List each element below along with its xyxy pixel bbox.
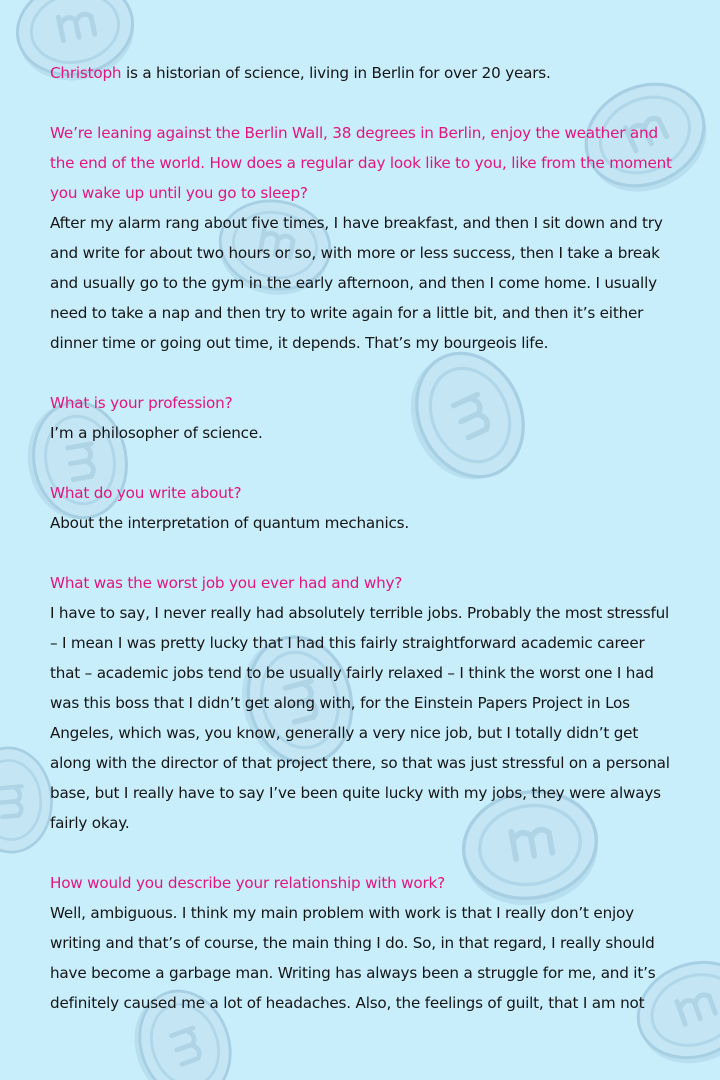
answer: After my alarm rang about five times, I have breakfast, and then I sit down and try and write for about two hours or so, with more or less success, then I take a break and usually go to the gym in the early afternoon, and then I come home. I usually need to take a nap and then try to write again for a little bit, and then it’s either dinner time or going out time, it depends. That’s my bourgeois life. (50, 214, 663, 352)
interviewee-name: Christoph (50, 64, 122, 82)
question: What is your profession? (50, 394, 233, 412)
answer: Well, ambiguous. I think my main problem with work is that I really don’t enjoy writing and that’s of course, the main thing I do. So, in that regard, I really should have become a garbage man. Writing has always been a struggle for me, and it’s definitely caused me a lot of headaches. Also, the feelings of guilt, that I am not (50, 904, 656, 1012)
intro-text: is a historian of science, living in Berlin for over 20 years. (121, 64, 551, 82)
answer: I’m a philosopher of science. (50, 424, 263, 442)
question: We’re leaning against the Berlin Wall, 38 degrees in Berlin, enjoy the weather and the end of the world. How does a regular day look like to you, like from the moment you wake up until you go to sleep? (50, 124, 672, 202)
interview-article (50, 58, 672, 1018)
question: How would you describe your relationship with work? (50, 874, 445, 892)
coin-icon (0, 744, 56, 856)
answer: I have to say, I never really had absolutely terrible jobs. Probably the most stressful – I mean I was pretty lucky that I had this fairly straightforward academic career that – academic jobs tend to be usually fairly relaxed – I think the worst one I had was this boss that I didn’t get along with, for the Einstein Papers Project in Los Angeles, which was, you know, generally a very nice job, but I totally didn’t get along with the director of that project there, so that was just stressful on a personal base, but I really have to say I’ve been quite lucky with my jobs, they were always fairly okay. (50, 604, 670, 832)
question: What do you write about? (50, 484, 242, 502)
intro-paragraph (50, 58, 672, 88)
answer: About the interpretation of quantum mechanics. (50, 514, 409, 532)
question: What was the worst job you ever had and why? (50, 574, 403, 592)
